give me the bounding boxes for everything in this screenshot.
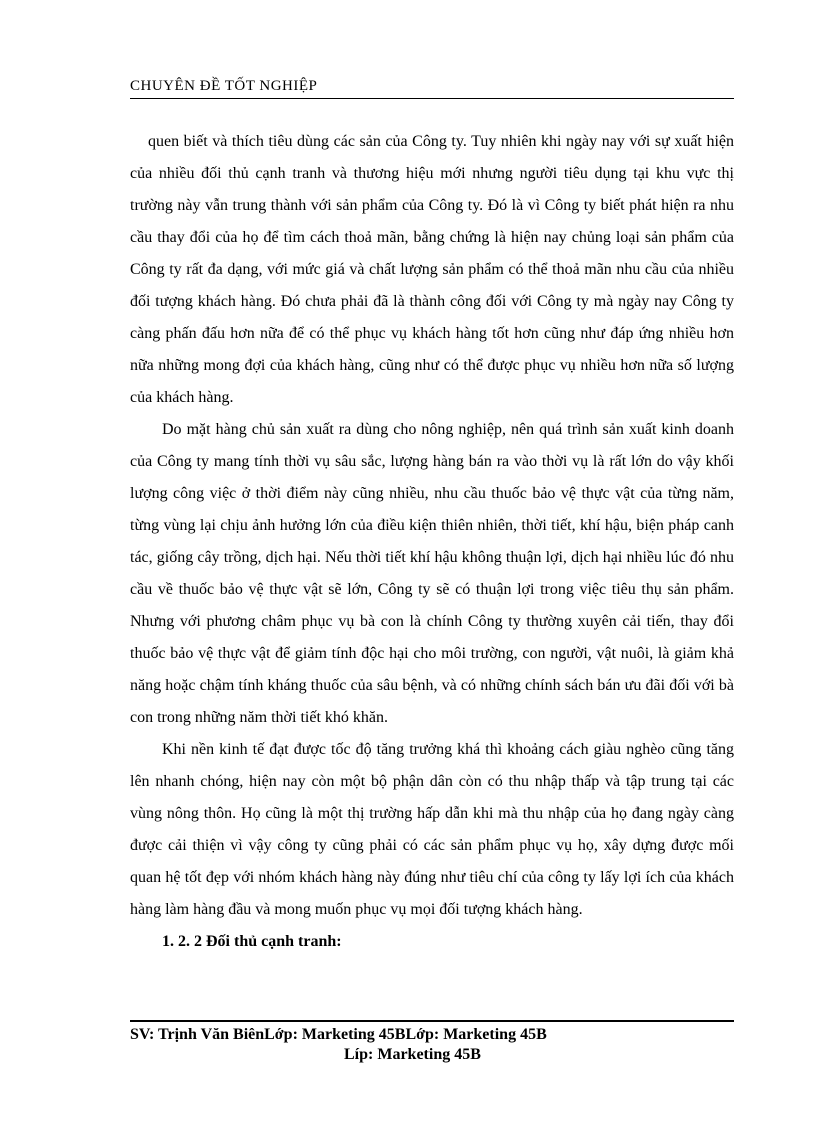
body-paragraph-2: Do mặt hàng chủ sản xuất ra dùng cho nông nghiệp, nên quá trình sản xuất kinh doanh của Công ty mang tính thời vụ sâu sắc, lượng hàng bán ra vào thời vụ là rất lớn do vậy khối lượng công việc ở thời điểm này cũng nhiều, nhu cầu thuốc bảo vệ thực vật của từng năm, từng vùng lại chịu ảnh hưởng lớn của điều kiện thiên nhiên, thời tiết, khí hậu, biện pháp canh tác, giống cây trồng, dịch hại. Nếu thời tiết khí hậu không thuận lợi, dịch hại nhiều lúc đó nhu cầu về thuốc bảo vệ thực vật sẽ lớn, Công ty sẽ có thuận lợi trong việc tiêu thụ sản phẩm. Nhưng với phương châm phục vụ bà con là chính Công ty thường xuyên cải tiến, thay đổi thuốc bảo vệ thực vật để giảm tính độc hại cho môi trường, con người, vật nuôi, là giảm khả năng hoặc chậm tính kháng thuốc của sâu bệnh, và có những chính sách bán ưu đãi đối với bà con trong những năm thời tiết khó khăn.	[130, 421, 734, 726]
footer-class-line: Líp: Marketing 45B	[344, 1046, 481, 1063]
header-title: CHUYÊN ĐỀ TỐT NGHIỆP	[130, 78, 318, 94]
page-footer	[130, 1020, 734, 1064]
document-body	[130, 126, 734, 958]
footer-student-line: SV: Trịnh Văn BiênLớp: Marketing 45BLớp: Marketing 45B	[130, 1026, 547, 1043]
body-paragraph-3: Khi nền kinh tế đạt được tốc độ tăng trưởng khá thì khoảng cách giàu nghèo cũng tăng lên nhanh chóng, hiện nay còn một bộ phận dân còn có thu nhập thấp và tập trung tại các vùng nông thôn. Họ cũng là một thị trường hấp dẫn khi mà thu nhập của họ đang ngày càng được cải thiện vì vậy công ty cũng phải có các sản phẩm phục vụ họ, xây dựng được mối quan hệ tốt đẹp với nhóm khách hàng này đúng như tiêu chí của công ty lấy lợi ích của khách hàng làm hàng đầu và mong muốn phục vụ mọi đối tượng khách hàng.	[130, 741, 734, 918]
body-paragraph-1: quen biết và thích tiêu dùng các sản của Công ty. Tuy nhiên khi ngày nay với sự xuất hiện của nhiều đối thủ cạnh tranh và thương hiệu mới nhưng người tiêu dụng tại khu vực thị trường này vẫn trung thành với sản phẩm của Công ty. Đó là vì Công ty biết phát hiện ra nhu cầu thay đổi của họ để tìm cách thoả mãn, bằng chứng là hiện nay chủng loại sản phẩm của Công ty rất đa dạng, với mức giá và chất lượng sản phẩm có thể thoả mãn nhu cầu của nhiều đối tượng khách hàng. Đó chưa phải đã là thành công đối với Công ty mà ngày nay Công ty càng phấn đấu hơn nữa để có thể phục vụ khách hàng tốt hơn cũng như đáp ứng nhiều hơn nữa những mong đợi của khách hàng, cũng như có thể được phục vụ nhiều hơn nữa số lượng của khách hàng.	[130, 133, 734, 406]
page-header	[130, 74, 734, 99]
section-heading: 1. 2. 2 Đối thủ cạnh tranh:	[162, 933, 342, 950]
